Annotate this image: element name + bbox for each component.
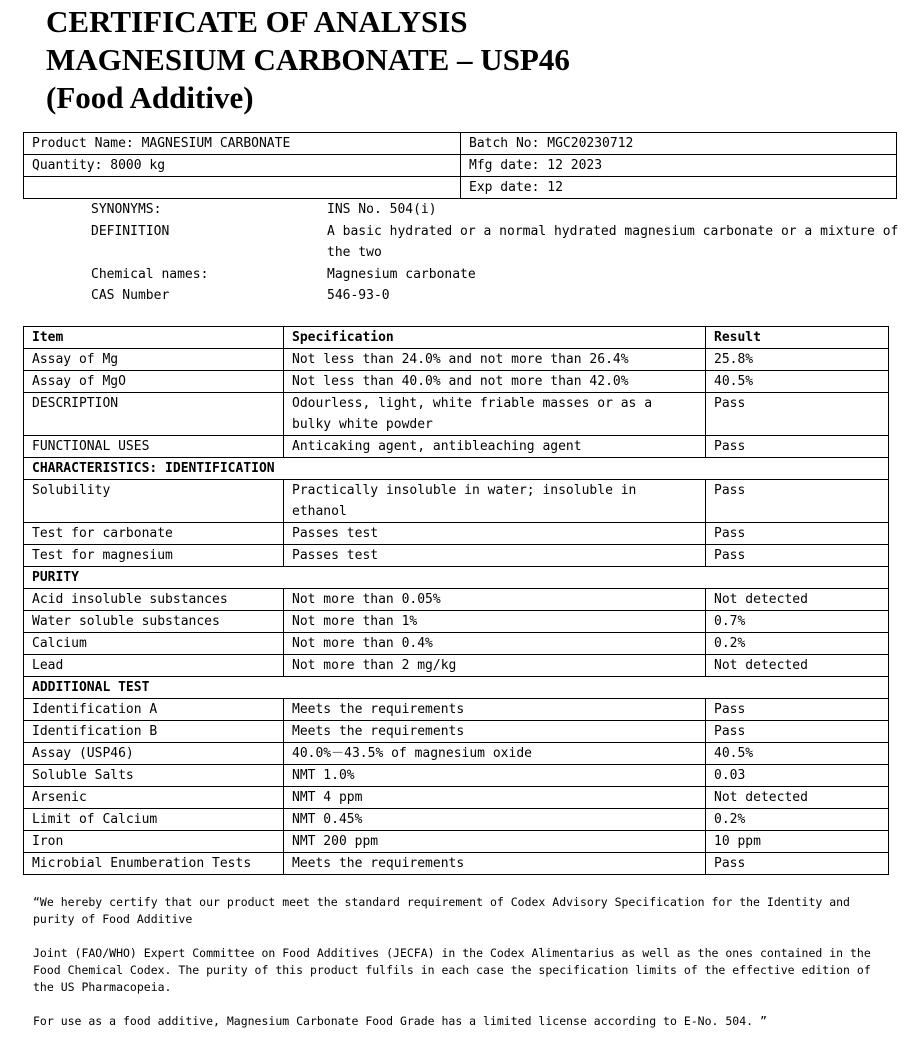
- exp-date: Exp date: 12: [461, 177, 897, 199]
- result-cell: Pass: [706, 436, 889, 458]
- section-title: PURITY: [24, 567, 889, 589]
- result-cell: 25.8%: [706, 349, 889, 371]
- item-cell: Lead: [24, 655, 284, 677]
- specification-cell: Passes test: [284, 523, 706, 545]
- table-row: [24, 831, 889, 853]
- table-header-row: [24, 327, 889, 349]
- specification-cell: Not more than 0.4%: [284, 633, 706, 655]
- specification-cell: Practically insoluble in water; insoluble in ethanol: [284, 480, 706, 523]
- item-cell: Limit of Calcium: [24, 809, 284, 831]
- specification-cell: Meets the requirements: [284, 721, 706, 743]
- quantity: Quantity: 8000 kg: [24, 155, 461, 177]
- section-title: ADDITIONAL TEST: [24, 677, 889, 699]
- specification-cell: Passes test: [284, 545, 706, 567]
- result-cell: Pass: [706, 523, 889, 545]
- table-row: [24, 743, 889, 765]
- table-row: [24, 371, 889, 393]
- result-cell: Not detected: [706, 589, 889, 611]
- header-row: [24, 133, 897, 155]
- document-title: [46, 3, 570, 117]
- specification-cell: NMT 0.45%: [284, 809, 706, 831]
- section-title: CHARACTERISTICS: IDENTIFICATION: [24, 458, 889, 480]
- specification-cell: Not less than 40.0% and not more than 42.0%: [284, 371, 706, 393]
- specification-cell: Meets the requirements: [284, 699, 706, 721]
- item-cell: Test for magnesium: [24, 545, 284, 567]
- specification-table-body: [24, 327, 889, 875]
- result-cell: Pass: [706, 393, 889, 436]
- item-cell: Iron: [24, 831, 284, 853]
- product-info: [91, 199, 903, 307]
- mfg-date: Mfg date: 12 2023: [461, 155, 897, 177]
- result-cell: 40.5%: [706, 371, 889, 393]
- item-cell: Solubility: [24, 480, 284, 523]
- table-row: [24, 545, 889, 567]
- chemical-names-label: Chemical names:: [91, 266, 209, 282]
- table-row: [24, 589, 889, 611]
- info-row-chemical-names: [91, 264, 903, 286]
- result-cell: Not detected: [706, 655, 889, 677]
- certification-statement: “We hereby certify that our product meet the standard requirement of Codex Advisory Specification for the Identity and purity of Food Additive: [33, 895, 850, 926]
- specification-cell: Anticaking agent, antibleaching agent: [284, 436, 706, 458]
- chemical-names-value: Magnesium carbonate: [327, 266, 476, 282]
- section-header-row: [24, 677, 889, 699]
- table-row: [24, 765, 889, 787]
- item-cell: Microbial Enumberation Tests: [24, 853, 284, 875]
- specification-cell: Not more than 0.05%: [284, 589, 706, 611]
- item-cell: Assay of MgO: [24, 371, 284, 393]
- column-header-specification: Specification: [284, 327, 706, 349]
- synonyms-label: SYNONYMS:: [91, 202, 162, 217]
- result-cell: Pass: [706, 853, 889, 875]
- definition-label: DEFINITION: [91, 223, 170, 239]
- result-cell: 40.5%: [706, 743, 889, 765]
- product-header-table: [23, 132, 897, 199]
- header-row: [24, 155, 897, 177]
- specification-table: [23, 326, 889, 875]
- table-row: [24, 787, 889, 809]
- section-header-row: [24, 567, 889, 589]
- cas-value: 546-93-0: [327, 288, 390, 303]
- license-statement: For use as a food additive, Magnesium Carbonate Food Grade has a limited license according to E-No. 504. ”: [33, 1014, 767, 1028]
- jecfa-statement: Joint (FAO/WHO) Expert Committee on Food Additives (JECFA) in the Codex Alimentarius as well as the ones contained in the Food Chemical Codex. The purity of this product fulfils in each case the specification limits of the effective edition of the US Pharmacopeia.: [33, 946, 871, 994]
- item-cell: Test for carbonate: [24, 523, 284, 545]
- specification-cell: Not more than 1%: [284, 611, 706, 633]
- table-row: [24, 480, 889, 523]
- item-cell: Assay of Mg: [24, 349, 284, 371]
- specification-cell: Meets the requirements: [284, 853, 706, 875]
- item-cell: Water soluble substances: [24, 611, 284, 633]
- table-row: [24, 611, 889, 633]
- result-cell: 0.2%: [706, 809, 889, 831]
- info-row-cas: [91, 285, 903, 307]
- title-line-1: CERTIFICATE OF ANALYSIS: [46, 4, 468, 39]
- item-cell: Assay (USP46): [24, 743, 284, 765]
- result-cell: 0.7%: [706, 611, 889, 633]
- result-cell: Not detected: [706, 787, 889, 809]
- result-cell: Pass: [706, 721, 889, 743]
- table-row: [24, 523, 889, 545]
- table-row: [24, 655, 889, 677]
- specification-cell: NMT 200 ppm: [284, 831, 706, 853]
- specification-cell: NMT 1.0%: [284, 765, 706, 787]
- cas-label: CAS Number: [91, 288, 170, 303]
- item-cell: Calcium: [24, 633, 284, 655]
- result-cell: Pass: [706, 480, 889, 523]
- item-cell: Acid insoluble substances: [24, 589, 284, 611]
- certification-notes: [33, 894, 893, 1047]
- table-row: [24, 349, 889, 371]
- result-cell: Pass: [706, 545, 889, 567]
- header-row: [24, 177, 897, 199]
- specification-cell: Odourless, light, white friable masses or as a bulky white powder: [284, 393, 706, 436]
- result-cell: 0.2%: [706, 633, 889, 655]
- batch-number: Batch No: MGC20230712: [461, 133, 897, 155]
- empty-cell: [24, 177, 461, 199]
- table-row: [24, 699, 889, 721]
- result-cell: 0.03: [706, 765, 889, 787]
- title-line-3: (Food Additive): [46, 80, 254, 115]
- table-row: [24, 393, 889, 436]
- info-row-synonyms: [91, 199, 903, 221]
- item-cell: FUNCTIONAL USES: [24, 436, 284, 458]
- table-row: [24, 633, 889, 655]
- item-cell: DESCRIPTION: [24, 393, 284, 436]
- result-cell: Pass: [706, 699, 889, 721]
- synonyms-value: INS No. 504(i): [327, 202, 437, 217]
- item-cell: Arsenic: [24, 787, 284, 809]
- specification-cell: Not more than 2 mg/kg: [284, 655, 706, 677]
- column-header-result: Result: [706, 327, 889, 349]
- item-cell: Soluble Salts: [24, 765, 284, 787]
- table-row: [24, 809, 889, 831]
- specification-cell: Not less than 24.0% and not more than 26.4%: [284, 349, 706, 371]
- title-line-2: MAGNESIUM CARBONATE – USP46: [46, 42, 570, 77]
- definition-value: A basic hydrated or a normal hydrated magnesium carbonate or a mixture of the two: [327, 223, 899, 260]
- table-row: [24, 436, 889, 458]
- item-cell: Identification A: [24, 699, 284, 721]
- section-header-row: [24, 458, 889, 480]
- specification-cell: 40.0%－43.5% of magnesium oxide: [284, 743, 706, 765]
- result-cell: 10 ppm: [706, 831, 889, 853]
- column-header-item: Item: [24, 327, 284, 349]
- item-cell: Identification B: [24, 721, 284, 743]
- product-name: Product Name: MAGNESIUM CARBONATE: [24, 133, 461, 155]
- table-row: [24, 721, 889, 743]
- table-row: [24, 853, 889, 875]
- info-row-definition: [91, 221, 903, 264]
- specification-cell: NMT 4 ppm: [284, 787, 706, 809]
